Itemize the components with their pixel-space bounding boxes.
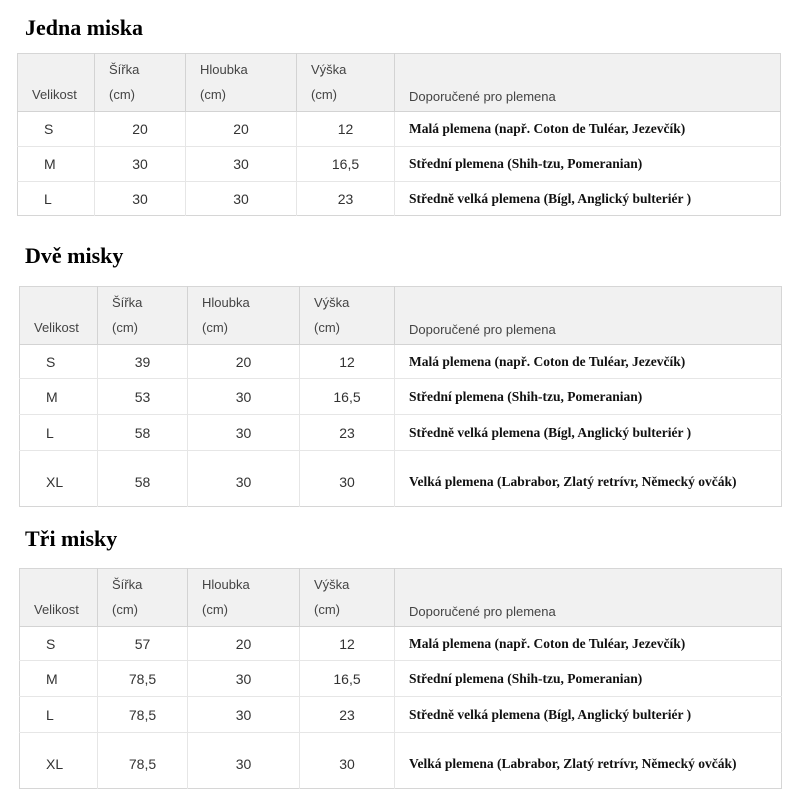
cell-height: 30	[300, 733, 395, 789]
header-size: Velikost	[20, 569, 98, 627]
header-depth: Hloubka (cm)	[188, 569, 300, 627]
cell-depth: 30	[188, 451, 300, 507]
header-height: Výška (cm)	[300, 287, 395, 345]
cell-width: 30	[95, 182, 186, 216]
header-height: Výška (cm)	[300, 569, 395, 627]
cell-size: M	[20, 661, 98, 697]
cell-depth: 30	[186, 147, 297, 182]
cell-size: S	[20, 345, 98, 379]
table-row	[20, 697, 782, 733]
cell-width: 53	[98, 379, 188, 415]
size-table	[17, 53, 781, 216]
cell-depth: 20	[188, 345, 300, 379]
header-breeds: Doporučené pro plemena	[395, 569, 782, 627]
header-breeds: Doporučené pro plemena	[395, 54, 781, 112]
cell-depth: 30	[188, 733, 300, 789]
cell-width: 58	[98, 451, 188, 507]
header-size: Velikost	[20, 287, 98, 345]
table-row	[20, 451, 782, 507]
cell-width: 57	[98, 627, 188, 661]
cell-breeds: Malá plemena (např. Coton de Tuléar, Jezevčík)	[395, 112, 781, 147]
cell-breeds: Velká plemena (Labrabor, Zlatý retrívr, Německý ovčák)	[409, 755, 737, 771]
cell-size: M	[20, 379, 98, 415]
cell-size: L	[18, 182, 95, 216]
table-row	[20, 733, 782, 789]
cell-breeds: Střední plemena (Shih-tzu, Pomeranian)	[395, 147, 781, 182]
cell-size: M	[18, 147, 95, 182]
cell-height: 30	[300, 451, 395, 507]
section-title: Dvě misky	[25, 243, 124, 268]
cell-breeds: Střední plemena (Shih-tzu, Pomeranian)	[395, 661, 782, 697]
cell-breeds: Malá plemena (např. Coton de Tuléar, Jezevčík)	[395, 345, 782, 379]
cell-size: S	[20, 627, 98, 661]
table-header-row	[18, 54, 781, 112]
section-title: Tři misky	[25, 526, 118, 551]
cell-height: 23	[300, 415, 395, 451]
header-width: Šířka (cm)	[95, 54, 186, 112]
table-header-row	[20, 569, 782, 627]
cell-depth: 30	[188, 379, 300, 415]
cell-depth: 20	[188, 627, 300, 661]
header-depth: Hloubka (cm)	[188, 287, 300, 345]
cell-size: XL	[20, 451, 98, 507]
cell-width: 78,5	[98, 661, 188, 697]
cell-width: 78,5	[98, 733, 188, 789]
cell-height: 23	[300, 697, 395, 733]
cell-height: 12	[300, 345, 395, 379]
cell-width: 30	[95, 147, 186, 182]
cell-width: 78,5	[98, 697, 188, 733]
table-row	[18, 112, 781, 147]
header-breeds: Doporučené pro plemena	[395, 287, 782, 345]
table-row	[20, 345, 782, 379]
cell-depth: 30	[188, 697, 300, 733]
cell-breeds: Malá plemena (např. Coton de Tuléar, Jezevčík)	[395, 627, 782, 661]
cell-height: 12	[300, 627, 395, 661]
cell-size: L	[20, 697, 98, 733]
cell-height: 16,5	[300, 661, 395, 697]
cell-width: 58	[98, 415, 188, 451]
cell-size: S	[18, 112, 95, 147]
header-width: Šířka (cm)	[98, 287, 188, 345]
cell-breeds: Velká plemena (Labrabor, Zlatý retrívr, Německý ovčák)	[409, 473, 737, 489]
cell-height: 16,5	[297, 147, 395, 182]
header-depth: Hloubka (cm)	[186, 54, 297, 112]
cell-breeds: Středně velká plemena (Bígl, Anglický bulteriér )	[409, 190, 692, 206]
table-row	[18, 182, 781, 216]
table-row	[20, 415, 782, 451]
cell-breeds: Středně velká plemena (Bígl, Anglický bulteriér )	[395, 697, 782, 733]
table-header-row	[20, 287, 782, 345]
cell-width: 20	[95, 112, 186, 147]
header-width: Šířka (cm)	[98, 569, 188, 627]
cell-height: 16,5	[300, 379, 395, 415]
size-table	[19, 568, 782, 789]
cell-breeds: Středně velká plemena (Bígl, Anglický bulteriér )	[395, 415, 782, 451]
table-row	[20, 627, 782, 661]
cell-size: XL	[20, 733, 98, 789]
table-row	[20, 379, 782, 415]
cell-width: 39	[98, 345, 188, 379]
cell-height: 23	[297, 182, 395, 216]
cell-height: 12	[297, 112, 395, 147]
header-height: Výška (cm)	[297, 54, 395, 112]
table-row	[20, 661, 782, 697]
header-size: Velikost	[18, 54, 95, 112]
cell-depth: 30	[186, 182, 297, 216]
cell-size: L	[20, 415, 98, 451]
section-title: Jedna miska	[25, 15, 143, 40]
cell-breeds: Střední plemena (Shih-tzu, Pomeranian)	[395, 379, 782, 415]
cell-depth: 30	[188, 661, 300, 697]
cell-depth: 20	[186, 112, 297, 147]
table-row	[18, 147, 781, 182]
size-table	[19, 286, 782, 507]
cell-depth: 30	[188, 415, 300, 451]
